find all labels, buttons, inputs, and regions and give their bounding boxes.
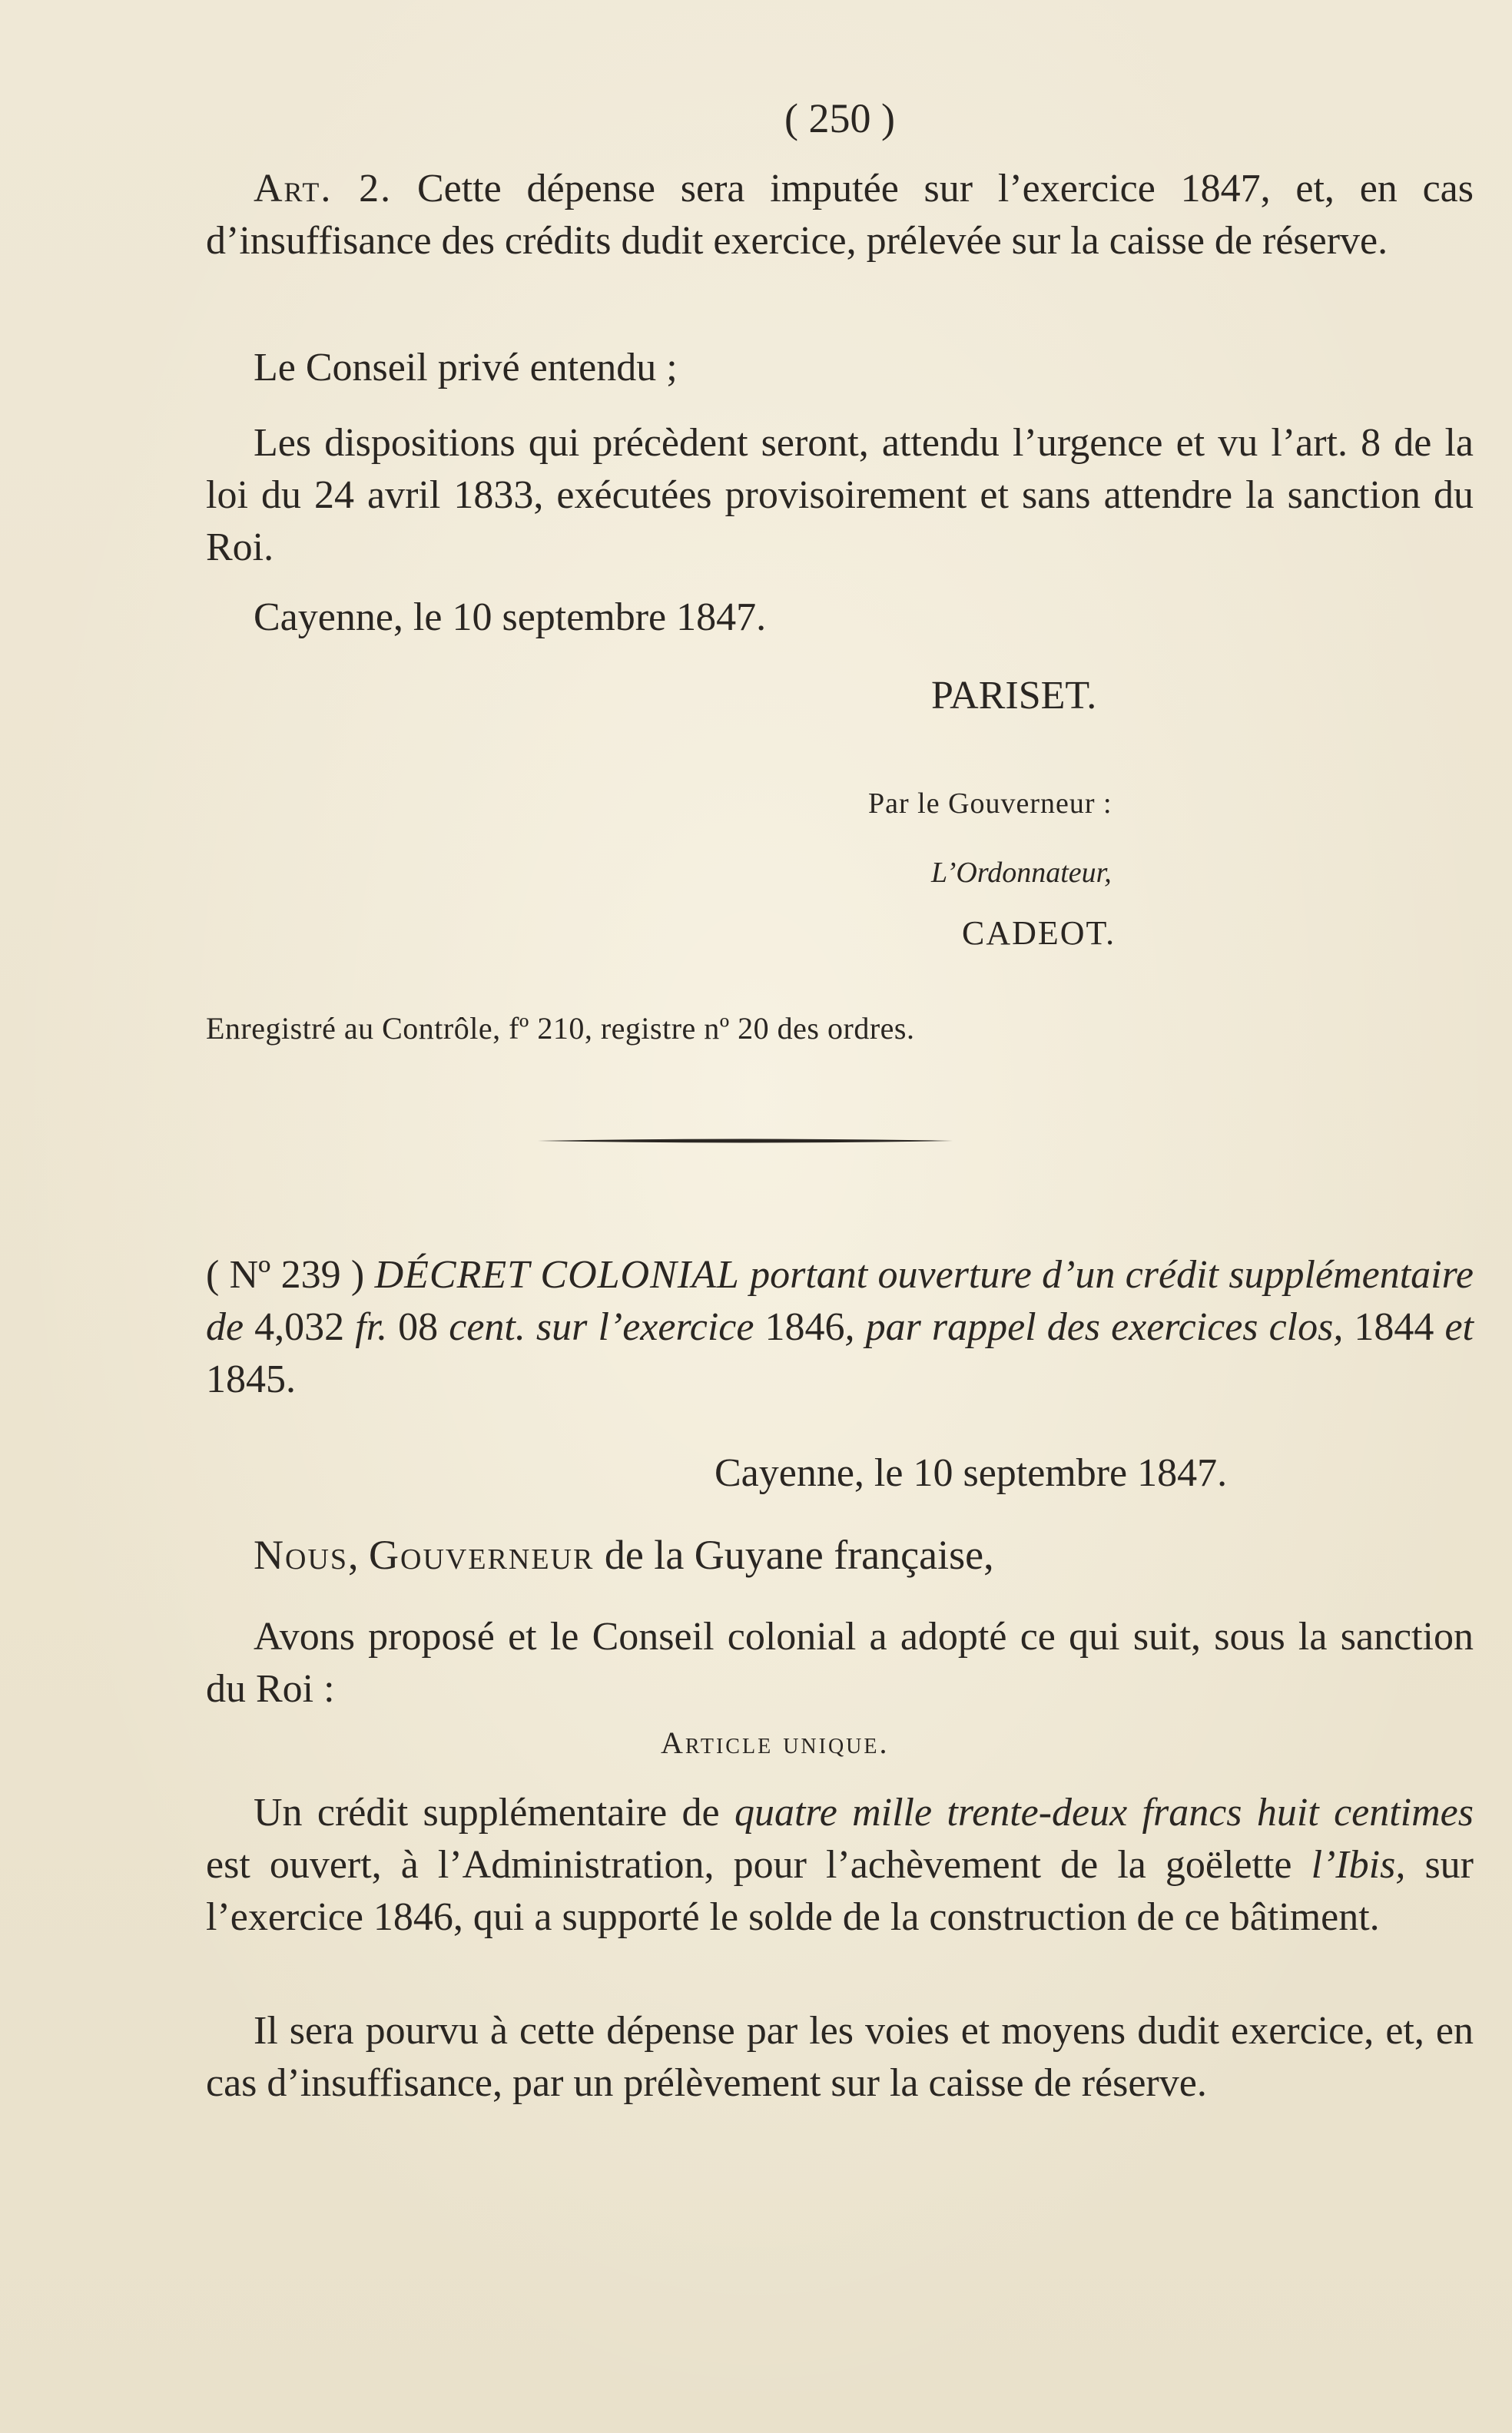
decree-year-1844: 1844 [1354,1305,1434,1349]
credit-paragraph [206,1787,1474,1944]
date-line-1: Cayenne, le 10 septembre 1847. [254,595,767,639]
dispositions-paragraph: Les dispositions qui précèdent seront, attendu l’urgence et vu l’art. 8 de la loi du 24 avril 1833, exécutées provisoirement et sans attendre la sanction du Roi. [206,421,1474,569]
conseil-prive-line: Le Conseil privé entendu ; [254,346,678,389]
decree-title-main: DÉCRET COLONIAL [374,1253,740,1297]
ordonnateur-label: L’Ordonnateur, [931,857,1112,889]
enregistre-line: Enregistré au Contrôle, fº 210, registre nº 20 des ordres. [206,1011,915,1046]
decree-number: ( Nº 239 ) [206,1253,365,1297]
page-number: ( 250 ) [784,95,895,141]
avons-propose-paragraph: Avons proposé et le Conseil colonial a adopté ce qui suit, sous la sanction du Roi : [206,1615,1474,1711]
signature-cadeot: CADEOT. [962,914,1116,952]
article-2-paragraph [206,163,1474,267]
par-le-gouverneur: Par le Gouverneur : [868,787,1112,820]
nous-gouverneur-line [206,1529,1474,1581]
article-2-text: Cette dépense sera imputée sur l’exercice 1847, et, en cas d’insuffisance des crédits dudit exercice, prélevée sur la caisse de réserve. [206,167,1474,263]
decree-cents: 08 [387,1305,449,1349]
nous-word: Nous [254,1532,349,1578]
credit-text-1: Un crédit supplémentaire de [254,1791,734,1835]
separator-rule [538,1138,953,1144]
decree-year-1845: 1845. [206,1357,296,1401]
credit-amount-words: quatre mille trente-deux francs huit centimes [734,1791,1474,1835]
decree-year-1846: 1846 [754,1305,845,1349]
article-unique-heading: Article unique. [661,1725,890,1760]
decree-title-et: et [1434,1305,1474,1349]
ship-name: l’Ibis, [1311,1843,1406,1887]
date-line-2: Cayenne, le 10 septembre 1847. [715,1451,1228,1495]
article-2-label: Art. 2. [254,167,393,210]
decree-title-part3: cent. sur l’exercice [449,1305,754,1349]
decree-title-part2: fr. [344,1305,388,1349]
pourvu-paragraph: Il sera pourvu à cette dépense par les voies et moyens dudit exercice, et, en cas d’insuffisance, par un prélèvement sur la caisse de réserve. [206,2009,1474,2105]
credit-text-3: sur l’exercice 1846, qui a supporté le solde de la construction de ce bâtiment. [206,1843,1474,1939]
nous-comma: , [348,1532,370,1578]
decree-title-part4: , par rappel des exercices clos, [844,1305,1354,1349]
credit-text-2: est ouvert, à l’Administration, pour l’achèvement de la goëlette [206,1843,1311,1887]
guyane-text: de la Guyane française, [594,1532,994,1578]
decree-heading [206,1249,1474,1406]
gouverneur-word: Gouverneur [369,1532,595,1578]
signature-pariset: PARISET. [931,674,1097,718]
decree-title-part1: portant ouverture d’un crédit supplémentaire de [206,1253,1474,1349]
decree-amount: 4,032 [254,1305,345,1349]
